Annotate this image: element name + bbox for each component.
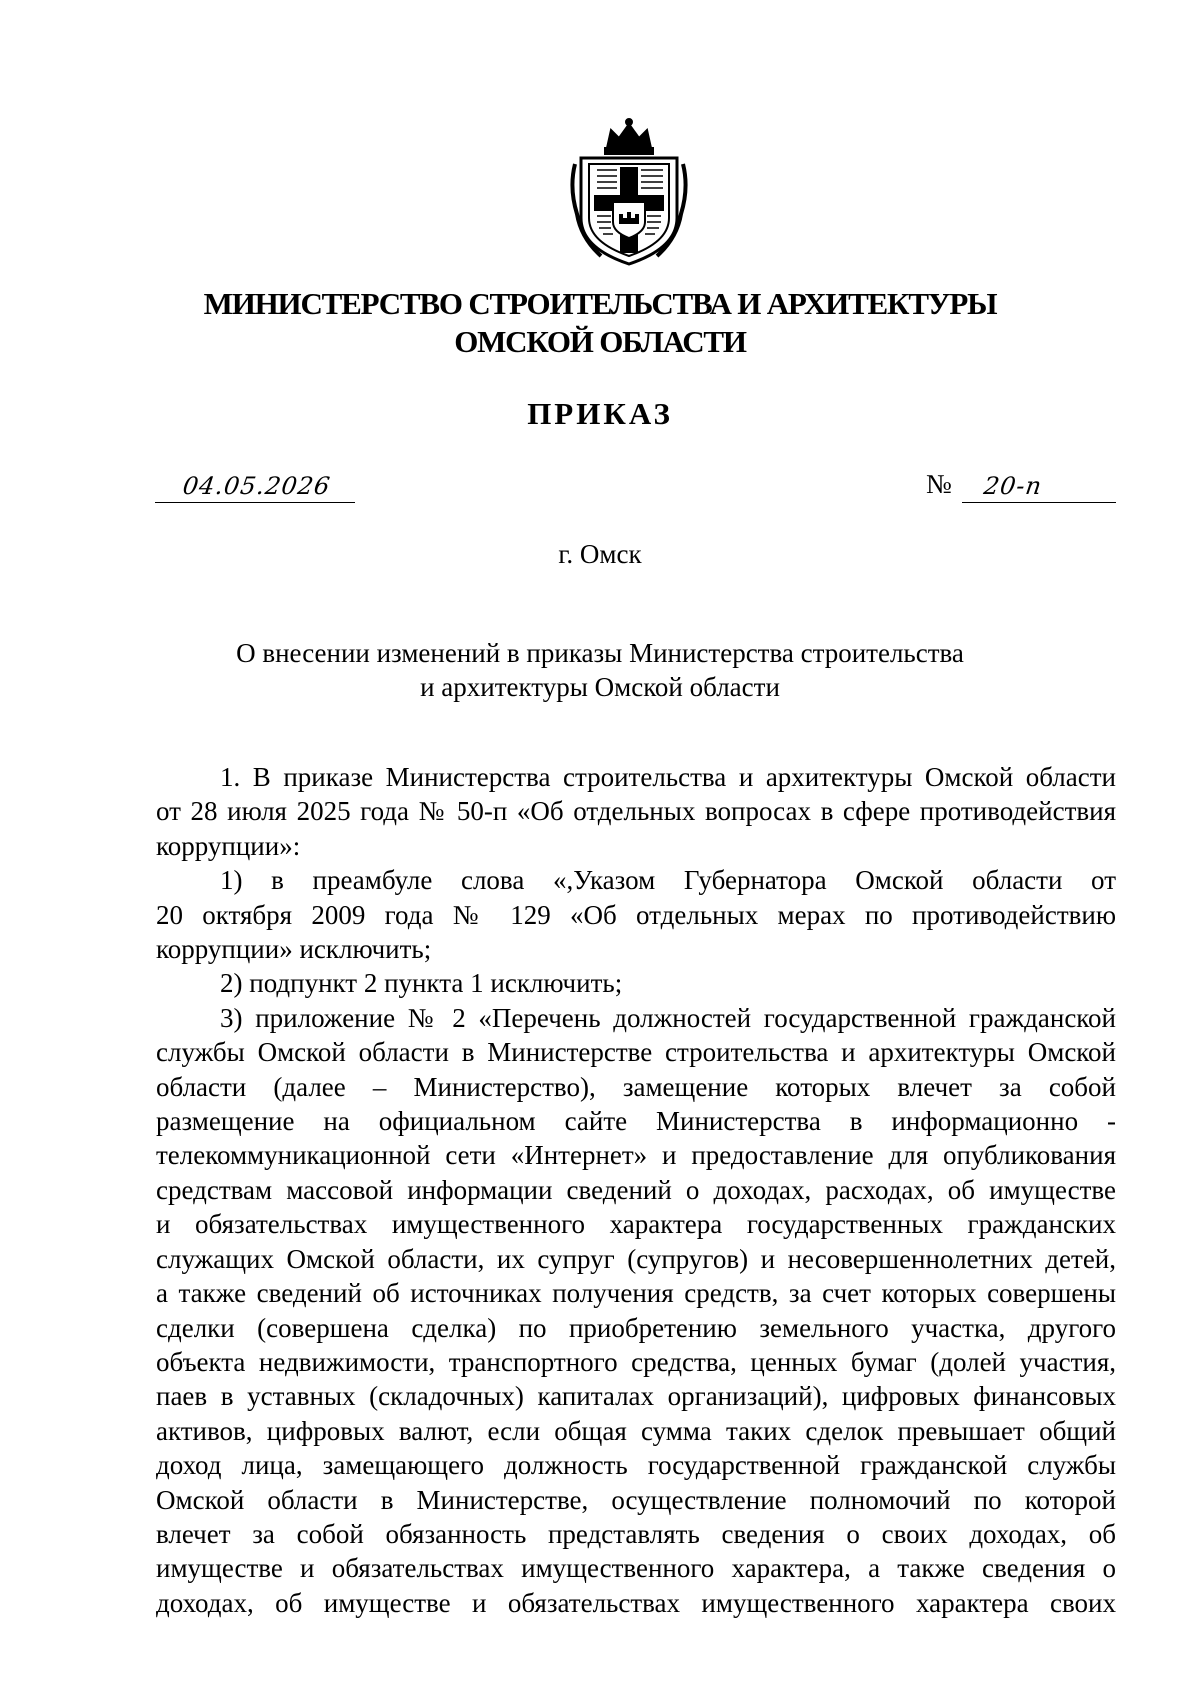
organization-name-line-2: ОМСКОЙ ОБЛАСТИ bbox=[454, 324, 746, 359]
number-label: № bbox=[926, 469, 952, 499]
city-line: г. Омск bbox=[558, 539, 642, 569]
subject-line-1: О внесении изменений в приказы Министерства строительства bbox=[236, 638, 964, 668]
number-field bbox=[962, 462, 1116, 503]
handwritten-number: 20-п bbox=[982, 472, 1045, 500]
body-line: активов, цифровых валют, если общая сумма таких сделок превышает общий bbox=[156, 1415, 1116, 1446]
body-line: коррупции» исключить; bbox=[156, 934, 432, 965]
body-line: 3) приложение № 2 «Перечень должностей государственной гражданской bbox=[220, 1002, 1116, 1033]
organization-name-line-1: МИНИСТЕРСТВО СТРОИТЕЛЬСТВА И АРХИТЕКТУРЫ bbox=[203, 286, 997, 321]
body-line: влечет за собой обязанность представлять сведения о своих доходах, об bbox=[156, 1518, 1116, 1549]
document-body bbox=[156, 760, 1116, 1620]
body-line: средствам массовой информации сведений о доходах, расходах, об имуществе bbox=[156, 1174, 1116, 1205]
handwritten-date: 04.05.2026 bbox=[181, 472, 333, 500]
body-line: сделки (совершена сделка) по приобретению земельного участка, другого bbox=[156, 1312, 1116, 1343]
body-line: и обязательствах имущественного характера государственных гражданских bbox=[156, 1209, 1116, 1240]
body-line: 1. В приказе Министерства строительства и архитектуры Омской области bbox=[220, 762, 1116, 792]
body-line: области (далее – Министерство), замещение которых влечет за собой bbox=[156, 1071, 1116, 1102]
body-line: 1) в преамбуле слова «,Указом Губернатора Омской области от bbox=[220, 865, 1116, 896]
body-line: а также сведений об источниках получения средств, за счет которых совершены bbox=[156, 1278, 1116, 1309]
body-line: служащих Омской области, их супруг (супругов) и несовершеннолетних детей, bbox=[156, 1243, 1116, 1274]
subject-line-2: и архитектуры Омской области bbox=[420, 672, 780, 702]
body-line: коррупции»: bbox=[156, 830, 301, 861]
body-line: службы Омской области в Министерстве строительства и архитектуры Омской bbox=[156, 1037, 1116, 1068]
date-field bbox=[155, 462, 355, 503]
body-line: доход лица, замещающего должность государственной гражданской службы bbox=[156, 1450, 1116, 1481]
body-line: 2) подпункт 2 пункта 1 исключить; bbox=[220, 968, 623, 999]
body-line: доходах, об имуществе и обязательствах имущественного характера своих bbox=[156, 1587, 1116, 1618]
document-type-title: ПРИКАЗ bbox=[527, 396, 673, 431]
coat-of-arms-emblem bbox=[567, 118, 691, 268]
body-line: Омской области в Министерстве, осуществление полномочий по которой bbox=[156, 1484, 1116, 1515]
body-line: от 28 июля 2025 года № 50-п «Об отдельных вопросах в сфере противодействия bbox=[156, 796, 1116, 827]
body-line: имуществе и обязательствах имущественного характера, а также сведения о bbox=[156, 1553, 1116, 1584]
body-line: телекоммуникационной сети «Интернет» и предоставление для опубликования bbox=[156, 1140, 1116, 1171]
body-line: объекта недвижимости, транспортного средства, ценных бумаг (долей участия, bbox=[156, 1346, 1116, 1377]
body-line: 20 октября 2009 года № 129 «Об отдельных мерах по противодействию bbox=[156, 899, 1116, 930]
body-line: размещение на официальном сайте Министерства в информационно - bbox=[156, 1106, 1116, 1137]
body-line: паев в уставных (складочных) капиталах организаций), цифровых финансовых bbox=[156, 1381, 1116, 1412]
